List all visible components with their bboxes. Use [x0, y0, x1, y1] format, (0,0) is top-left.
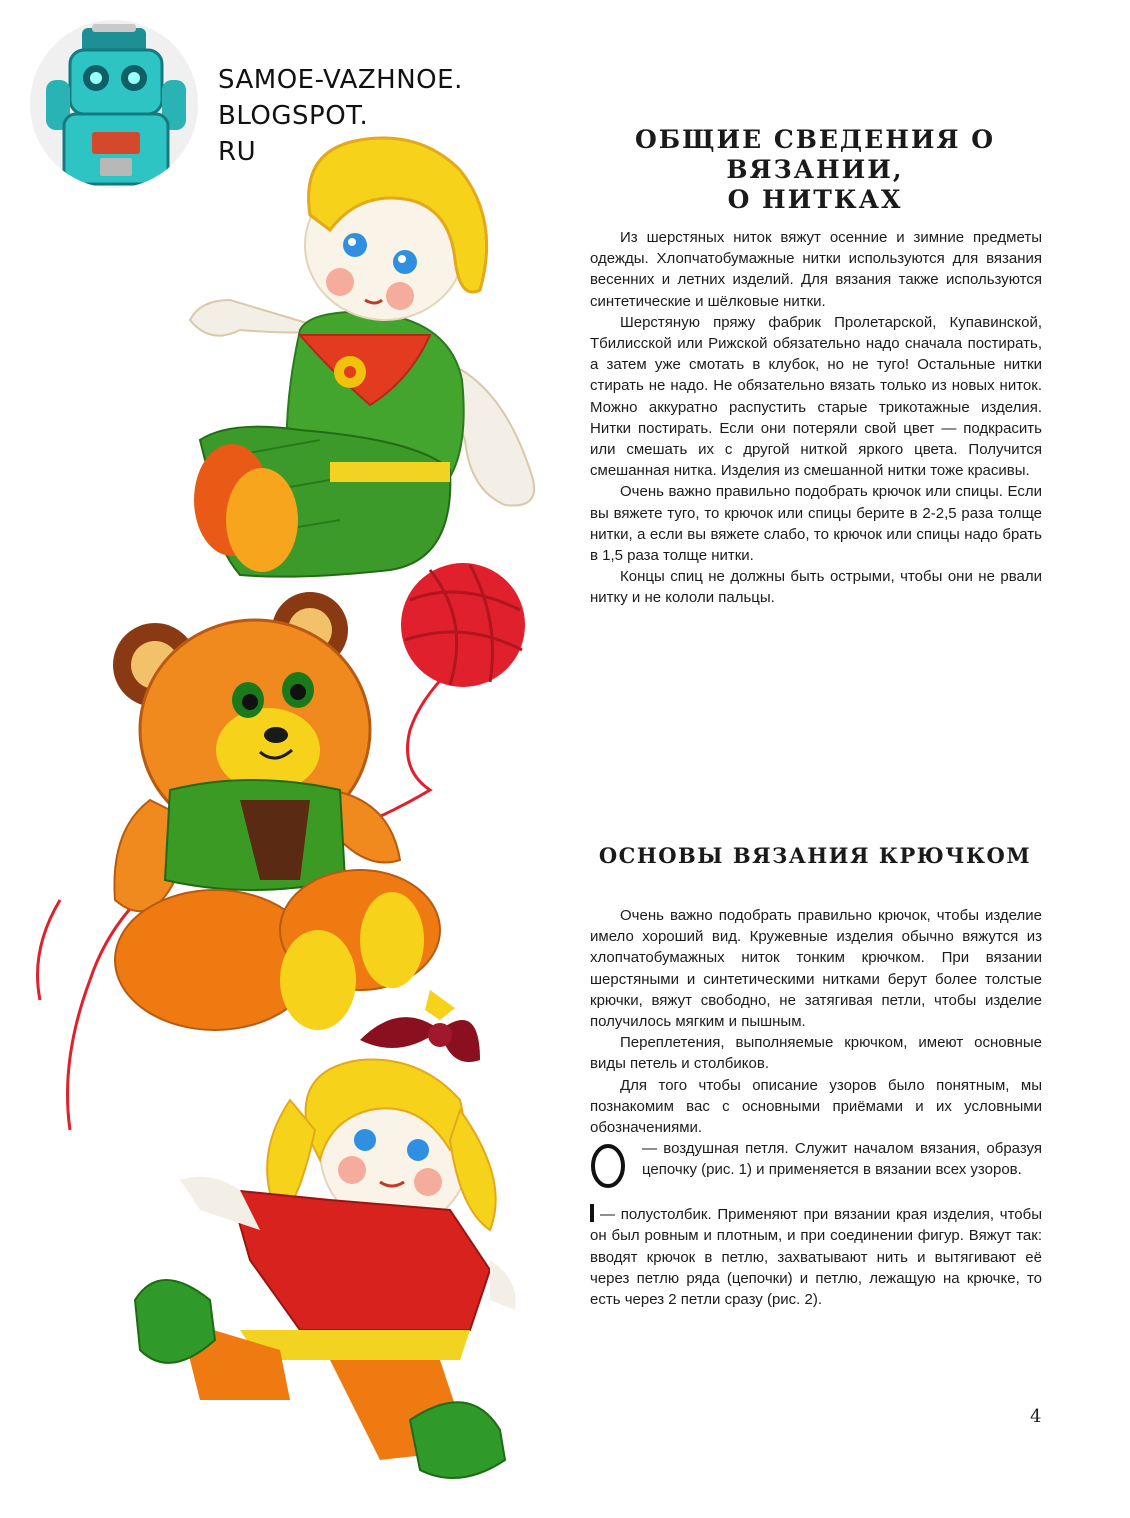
slip-stitch-text	[590, 1204, 1042, 1310]
slip-stitch-description: — полустолбик. Применяют при вязании края изделия, чтобы он был ровным и плотным, и при соединении фигур. Вяжут так: вводят крючок в петлю, захватывают нить и вытягивают её через петлю ряда (цепочки) и петлю, лежащую на крючке, то есть через 2 петли сразу (рис. 2).	[590, 1206, 1042, 1309]
section2-body	[590, 905, 1042, 1310]
section1-paragraph: Концы спиц не должны быть острыми, чтобы они не рвали нитку и не кололи пальцы.	[590, 568, 1042, 607]
section2-paragraph: Для того чтобы описание узоров было понятным, мы познакомим вас с основными приёмами и их условными обозначениями.	[590, 1076, 1042, 1137]
chain-stitch-symbol-icon	[590, 1140, 630, 1204]
watermark-line-1: SAMOE-VAZHNOE.	[218, 65, 463, 95]
section1-body	[590, 227, 1042, 609]
section1-title-line-2: О НИТКАХ	[727, 185, 903, 214]
section2-paragraph: Очень важно подобрать правильно крючок, чтобы изделие имело хороший вид. Кружевные изделия обычно вяжутся из хлопчатобумажных ниток тонким крючком. При вязании шерстяными и синтетическими нитками берут более толстые крючки, вяжут свободно, не затягивая петли, чтобы изделие получилось мягким и пышным.	[590, 907, 1042, 1031]
watermark-line-2: BLOGSPOT.	[218, 101, 369, 131]
section1-title	[545, 125, 1085, 215]
page-number: 4	[1030, 1406, 1042, 1427]
chain-stitch-entry	[590, 1138, 1042, 1180]
slip-stitch-entry	[590, 1204, 1042, 1310]
section1-paragraph: Шерстяную пряжу фабрик Пролетарской, Купавинской, Тбилисской или Рижской обязательно надо сначала постирать, а затем уже смотать в клубок, но не туго! Остальные нитки стирать не надо. Не обязательно вязать только из новых ниток. Можно аккуратно распустить старые трикотажные изделия. Нитки постирать. Если они потеряли свой цвет — подкрасить или смешать их с другой ниткой яркого цвета. Получится смешанная нитка. Изделия из смешанной нитки тоже красивы.	[590, 313, 1042, 480]
section1-paragraph: Из шерстяных ниток вяжут осенние и зимние предметы одежды. Хлопчатобумажные нитки используются для вязания весенних и летних изделий. Для вязания также используются синтетические и шёлковые нитки.	[590, 229, 1042, 310]
chain-stitch-text: — воздушная петля. Служит началом вязания, образуя цепочку (рис. 1) и применяется в вязании всех узоров.	[642, 1140, 1042, 1179]
watermark-line-3: RU	[218, 137, 257, 167]
section1-paragraph: Очень важно правильно подобрать крючок или спицы. Если вы вяжете туго, то крючок или спицы берите в 2-2,5 раза толще нитки, а если вы вяжете слабо, то крючок или спицы надо брать в 1,5 раза толще нитки.	[590, 483, 1042, 565]
section1-title-line-1: ОБЩИЕ СВЕДЕНИЯ О ВЯЗАНИИ,	[635, 125, 995, 184]
pigtail-doll	[135, 990, 516, 1478]
toys-illustration	[0, 0, 560, 1518]
curly-doll	[190, 138, 534, 577]
section2-title: ОСНОВЫ ВЯЗАНИЯ КРЮЧКОМ	[598, 843, 1032, 868]
section2-paragraph: Переплетения, выполняемые крючком, имеют основные виды петель и столбиков.	[590, 1034, 1042, 1073]
slip-stitch-symbol-icon	[590, 1204, 594, 1222]
